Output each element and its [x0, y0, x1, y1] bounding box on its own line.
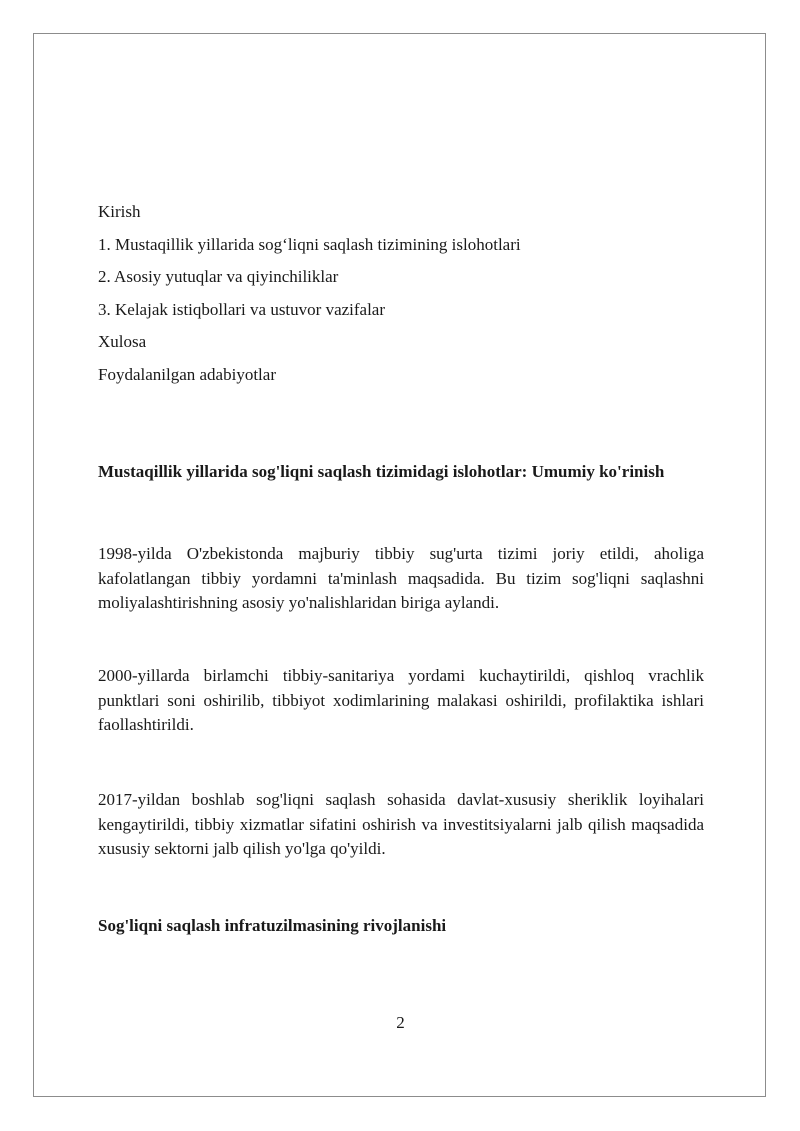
- toc-item-1: 1. Mustaqillik yillarida sog‘liqni saqlash tizimining islohotlari: [98, 234, 521, 254]
- paragraph-2017: 2017-yildan boshlab sog'liqni saqlash sohasida davlat-xususiy sheriklik loyihalari kengaytirildi, tibbiy xizmatlar sifatini oshirish va investitsiyalarni jalb qilish maqsadida xususiy sektorni jalb qilish yo'lga qo'yildi.: [98, 790, 704, 858]
- toc-item-references: Foydalanilgan adabiyotlar: [98, 364, 276, 384]
- section-heading-infrastructure: Sog'liqni saqlash infratuzilmasining rivojlanishi: [98, 916, 447, 935]
- document-page: [33, 33, 766, 1097]
- table-of-contents: [98, 200, 704, 396]
- toc-item-2: 2. Asosiy yutuqlar va qiyinchiliklar: [98, 267, 339, 287]
- toc-item-conclusion: Xulosa: [98, 332, 147, 352]
- paragraph-2000s: 2000-yillarda birlamchi tibbiy-sanitariya yordami kuchaytirildi, qishloq vrachlik punktlari soni oshirilib, tibbiyot xodimlarining malakasi oshirildi, profilaktika ishlari faollashtirildi.: [98, 666, 704, 734]
- page-number: 2: [396, 1013, 405, 1032]
- toc-item-3: 3. Kelajak istiqbollari va ustuvor vazifalar: [98, 299, 386, 319]
- toc-item-intro: Kirish: [98, 202, 141, 221]
- paragraph-1998: 1998-yilda O'zbekistonda majburiy tibbiy sug'urta tizimi joriy etildi, aholiga kafolatlangan tibbiy yordamni ta'minlash maqsadida. Bu tizim sog'liqni saqlashni moliyalashtirishning asosiy yo'nalishlaridan biriga aylandi.: [98, 544, 704, 612]
- section-heading-reforms-overview: Mustaqillik yillarida sog'liqni saqlash tizimidagi islohotlar: Umumiy ko'rinish: [98, 462, 665, 481]
